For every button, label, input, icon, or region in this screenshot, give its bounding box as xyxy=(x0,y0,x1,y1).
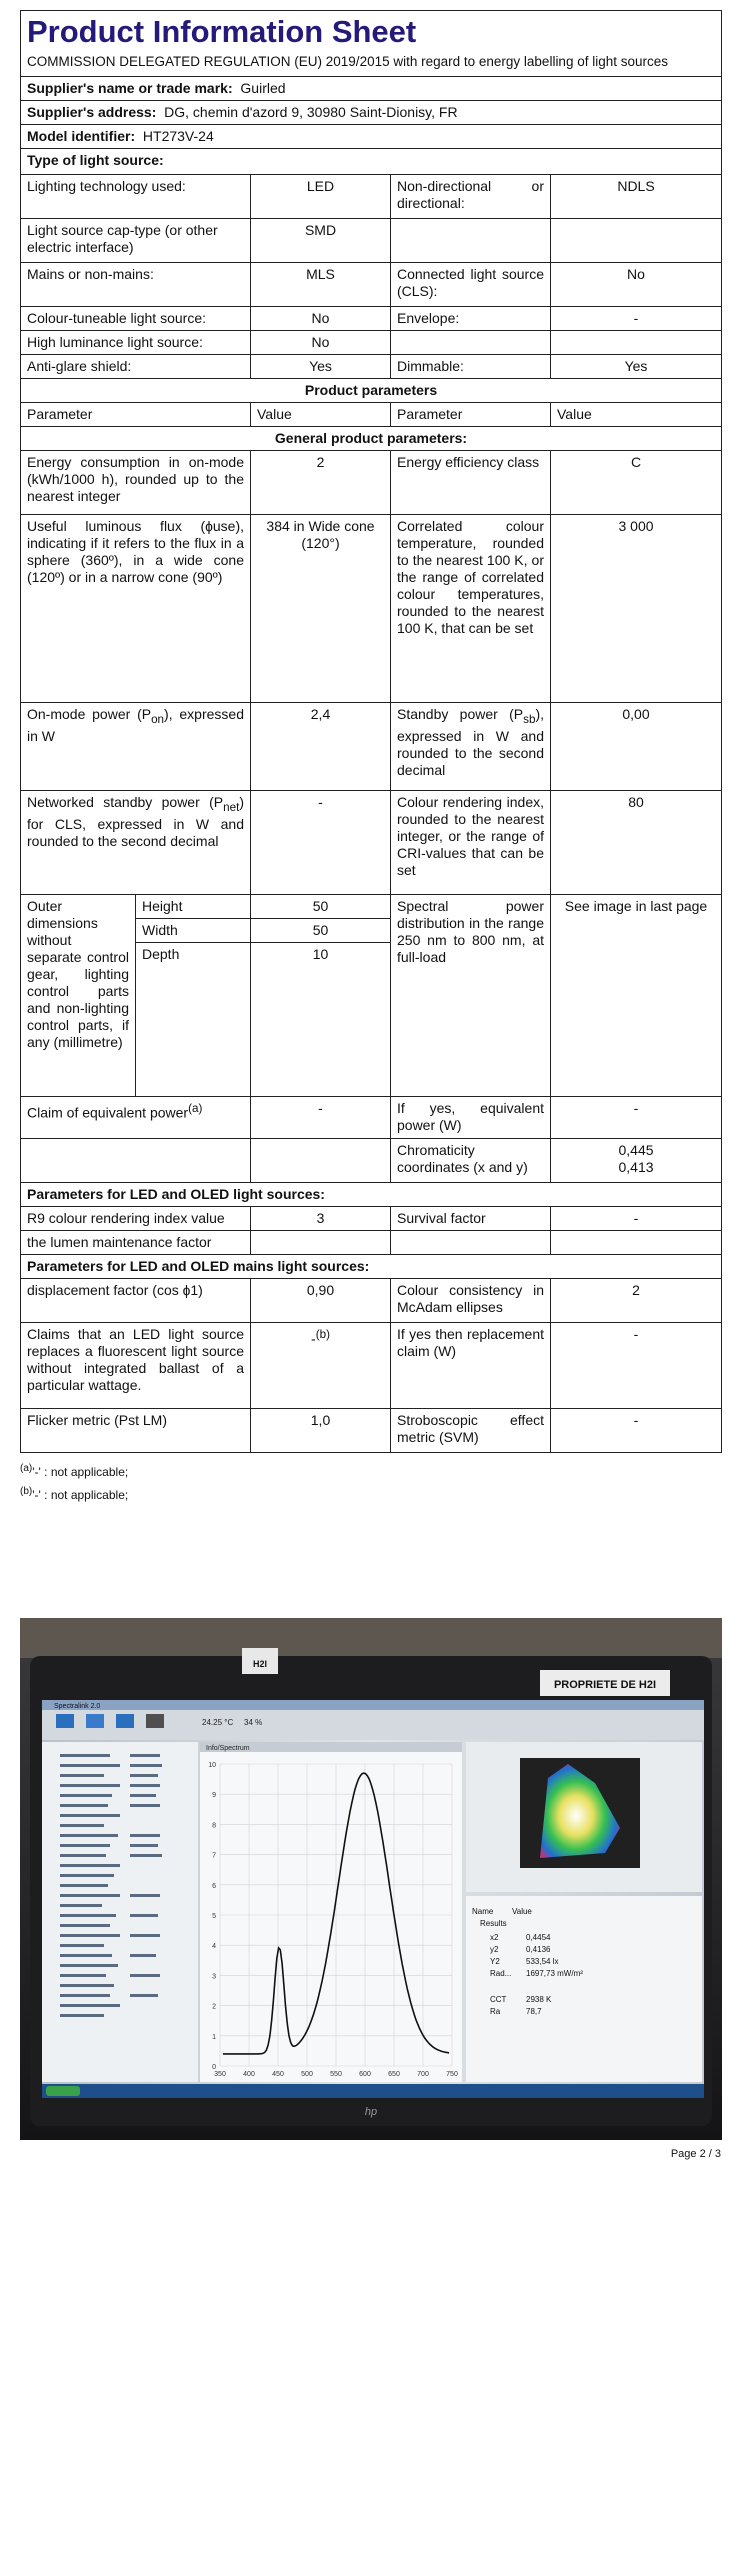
footnote: $^{(b)}$'-' : not applicable; xyxy=(20,1486,129,1502)
result-name: x2 xyxy=(490,1933,499,1942)
luminous-flux-label: Useful luminous flux (ɸuse), indicating if it refers to the flux in a sphere (360º), in a wide cone (120º) or in a narrow cone (90º) xyxy=(21,515,251,703)
type-row-value-1: No xyxy=(251,307,391,331)
replacement-claim-value: - xyxy=(551,1323,722,1409)
type-row-value-2: Yes xyxy=(551,355,722,379)
footnotes xyxy=(20,1459,721,1505)
temperature-readout: 24.25 °C xyxy=(202,1718,234,1727)
humidity-readout: 34 % xyxy=(244,1718,263,1727)
result-name: CCT xyxy=(490,1995,507,2004)
chromaticity-empty-value xyxy=(251,1139,391,1183)
property-sticker-text: PROPRIETE DE H2I xyxy=(553,1679,657,1691)
type-row-label-2: Envelope: xyxy=(391,307,551,331)
spectrum-y-tick: 5 xyxy=(212,1913,216,1920)
lumen-empty-label xyxy=(391,1231,551,1255)
spectrum-tab: Info/Spectrum xyxy=(206,1745,250,1752)
chromaticity-x: 0,445 xyxy=(618,1142,654,1158)
page-number: Page 2 / 3 xyxy=(670,2148,721,2160)
r9-label: R9 colour rendering index value xyxy=(21,1207,251,1231)
energy-consumption-label: Energy consumption in on-mode (kWh/1000 h), rounded up to the nearest integer xyxy=(21,451,251,515)
flicker-label: Flicker metric (Pst LM) xyxy=(21,1409,251,1453)
result-name: y2 xyxy=(490,1945,499,1954)
spectrum-x-tick: 450 xyxy=(272,2071,284,2078)
luminous-flux-value: 384 in Wide cone (120°) xyxy=(251,515,391,703)
networked-standby-value: - xyxy=(251,791,391,895)
type-row-label-1: Colour-tuneable light source: xyxy=(21,307,251,331)
colour-consistency-label: Colour consistency in McAdam ellipses xyxy=(391,1279,551,1323)
supplier-address-label: Supplier's address: xyxy=(27,104,157,120)
result-value: 533,54 lx xyxy=(526,1957,559,1966)
flicker-value: 1,0 xyxy=(251,1409,391,1453)
general-parameters-title: General product parameters: xyxy=(21,427,722,451)
results-title: Results xyxy=(480,1919,507,1928)
outer-dimensions-label: Outer dimensions without separate control gear, lighting control parts and non-lighting control parts, if any (millimetre) xyxy=(21,895,136,1097)
depth-label: Depth xyxy=(136,943,251,1097)
energy-class-value: C xyxy=(551,451,722,515)
chromaticity-value xyxy=(551,1139,722,1183)
chromaticity-y: 0,413 xyxy=(618,1159,654,1175)
result-value: 78,7 xyxy=(526,2007,542,2016)
result-value: 0,4136 xyxy=(526,1945,551,1954)
lumen-maintenance-value xyxy=(251,1231,391,1255)
laptop-brand: hp xyxy=(364,2106,378,2118)
cct-value: 3 000 xyxy=(551,515,722,703)
spectrum-x-tick: 700 xyxy=(417,2071,429,2078)
survival-factor-value: - xyxy=(551,1207,722,1231)
spectrum-x-tick: 650 xyxy=(388,2071,400,2078)
supplier-name-label: Supplier's name or trade mark: xyxy=(27,80,233,96)
type-section-title: Type of light source: xyxy=(21,149,722,175)
spectrum-y-tick: 8 xyxy=(212,1822,216,1830)
height-value: 50 xyxy=(251,895,391,919)
type-row-label-1: Anti-glare shield: xyxy=(21,355,251,379)
type-row-label-2: Non-directional or directional: xyxy=(391,175,551,219)
regulation-text: COMMISSION DELEGATED REGULATION (EU) 2019/2015 with regard to energy labelling of light sources xyxy=(27,54,668,69)
type-row-value-2: NDLS xyxy=(551,175,722,219)
spectrum-photo xyxy=(20,1618,722,2140)
h2i-tag-text: H2I xyxy=(252,1659,268,1669)
spectrum-y-tick: 10 xyxy=(208,1762,216,1769)
type-row-label-1: Light source cap-type (or other electric interface) xyxy=(21,219,251,263)
spectrum-x-tick: 400 xyxy=(243,2071,255,2078)
result-value: 2938 K xyxy=(526,1995,552,2004)
column-header-parameter: Parameter xyxy=(391,403,551,427)
result-name: Ra xyxy=(490,2007,501,2016)
fluorescent-claim-label: Claims that an LED light source replaces a fluorescent light source without integrated ballast of a particular wattage. xyxy=(21,1323,251,1409)
energy-class-label: Energy efficiency class xyxy=(391,451,551,515)
spectrum-y-tick: 2 xyxy=(212,2003,216,2011)
column-header-parameter: Parameter xyxy=(21,403,251,427)
type-row-value-2 xyxy=(551,219,722,263)
column-header-value: Value xyxy=(251,403,391,427)
type-row-label-2 xyxy=(391,219,551,263)
results-tree-panel xyxy=(42,1742,198,2082)
supplier-address-row xyxy=(21,101,722,125)
replacement-claim-label: If yes then replacement claim (W) xyxy=(391,1323,551,1409)
equivalent-power-label: If yes, equivalent power (W) xyxy=(391,1097,551,1139)
spectrum-y-tick: 4 xyxy=(212,1943,216,1951)
equivalent-power-claim-value: - xyxy=(251,1097,391,1139)
product-parameters-title: Product parameters xyxy=(21,379,722,403)
type-row-value-2 xyxy=(551,331,722,355)
survival-factor-label: Survival factor xyxy=(391,1207,551,1231)
chromaticity-empty-cell xyxy=(21,1139,251,1183)
spectrum-y-tick: 6 xyxy=(212,1882,216,1890)
equivalent-power-value: - xyxy=(551,1097,722,1139)
spectral-label: Spectral power distribution in the range 250 nm to 800 nm, at full-load xyxy=(391,895,551,1097)
on-mode-power-label: On-mode power $(P_{on})$, expressed in W xyxy=(21,703,251,791)
window-title: Spectralink 2.0 xyxy=(54,1703,101,1710)
type-row-value-2: No xyxy=(551,263,722,307)
page-title: Product Information Sheet xyxy=(27,14,417,49)
stroboscopic-value: - xyxy=(551,1409,722,1453)
product-information-sheet xyxy=(20,10,721,1505)
standby-power-label: Standby power $(P_{sb})$, expressed in W and rounded to the second decimal xyxy=(391,703,551,791)
cri-value: 80 xyxy=(551,791,722,895)
type-row-value-2: - xyxy=(551,307,722,331)
energy-consumption-value: 2 xyxy=(251,451,391,515)
type-row-value-1: MLS xyxy=(251,263,391,307)
type-row-label-2: Connected light source (CLS): xyxy=(391,263,551,307)
spectrum-x-tick: 600 xyxy=(359,2071,371,2078)
result-name: Y2 xyxy=(490,1957,500,1966)
taskbar xyxy=(42,2084,704,2098)
type-row-value-1: LED xyxy=(251,175,391,219)
lumen-empty-value xyxy=(551,1231,722,1255)
type-row-label-1: Mains or non-mains: xyxy=(21,263,251,307)
type-row-value-1: No xyxy=(251,331,391,355)
column-header-value: Value xyxy=(551,403,722,427)
type-row-value-1: SMD xyxy=(251,219,391,263)
model-value: HT273V-24 xyxy=(142,128,214,144)
model-row xyxy=(21,125,722,149)
standby-power-value: 0,00 xyxy=(551,703,722,791)
spectrum-photo-illustration xyxy=(20,1618,722,2140)
spectral-value: See image in last page xyxy=(551,895,722,1097)
type-row-label-2 xyxy=(391,331,551,355)
spectrum-y-tick: 0 xyxy=(212,2064,216,2071)
on-mode-power-value: 2,4 xyxy=(251,703,391,791)
colour-consistency-value: 2 xyxy=(551,1279,722,1323)
header-cell xyxy=(21,11,722,77)
displacement-factor-label: displacement factor (cos ɸ1) xyxy=(21,1279,251,1323)
spectrum-x-tick: 750 xyxy=(446,2071,458,2078)
lumen-maintenance-label: the lumen maintenance factor xyxy=(21,1231,251,1255)
chromaticity-label: Chromaticity coordinates (x and y) xyxy=(391,1139,551,1183)
type-row-label-1: Lighting technology used: xyxy=(21,175,251,219)
equivalent-power-claim-label: Claim of equivalent power$^{(a)}$ xyxy=(21,1097,251,1139)
info-table xyxy=(20,10,722,1453)
r9-value: 3 xyxy=(251,1207,391,1231)
cri-label: Colour rendering index, rounded to the nearest integer, or the range of CRI-values that can be set xyxy=(391,791,551,895)
type-row-label-2: Dimmable: xyxy=(391,355,551,379)
type-row-value-1: Yes xyxy=(251,355,391,379)
spectrum-y-tick: 9 xyxy=(212,1792,216,1800)
spectrum-y-tick: 3 xyxy=(212,1973,216,1981)
type-row-label-1: High luminance light source: xyxy=(21,331,251,355)
results-value-header: Value xyxy=(512,1907,532,1916)
results-name-header: Name xyxy=(472,1907,494,1916)
supplier-address-value: DG, chemin d'azord 9, 30980 Saint-Dionisy, FR xyxy=(164,104,458,120)
led-oled-title: Parameters for LED and OLED light sources: xyxy=(21,1183,722,1207)
cct-label: Correlated colour temperature, rounded to the nearest 100 K, or the range of correlated colour temperatures, rounded to the nearest 100 K, that can be set xyxy=(391,515,551,703)
footnote: $^{(a)}$'-' : not applicable; xyxy=(20,1463,129,1479)
height-label: Height xyxy=(136,895,251,919)
fluorescent-claim-value: -$^{(b)}$ xyxy=(251,1323,391,1409)
spectrum-y-tick: 1 xyxy=(212,2033,216,2041)
spectrum-x-tick: 350 xyxy=(214,2071,226,2078)
result-value: 1697,73 mW/m² xyxy=(526,1969,583,1978)
model-label: Model identifier: xyxy=(27,128,136,144)
depth-value: 10 xyxy=(251,943,391,1097)
width-label: Width xyxy=(136,919,251,943)
result-name: Rad... xyxy=(490,1969,512,1978)
spectrum-x-tick: 550 xyxy=(330,2071,342,2078)
supplier-name-row xyxy=(21,77,722,101)
spectrum-x-tick: 500 xyxy=(301,2071,313,2078)
result-value: 0,4454 xyxy=(526,1933,551,1942)
width-value: 50 xyxy=(251,919,391,943)
spectrum-y-tick: 7 xyxy=(212,1852,216,1860)
stroboscopic-label: Stroboscopic effect metric (SVM) xyxy=(391,1409,551,1453)
led-mains-title: Parameters for LED and OLED mains light sources: xyxy=(21,1255,722,1279)
displacement-factor-value: 0,90 xyxy=(251,1279,391,1323)
supplier-name-value: Guirled xyxy=(240,80,286,96)
networked-standby-label: Networked standby power $(P_{net})$ for CLS, expressed in W and rounded to the second decimal xyxy=(21,791,251,895)
